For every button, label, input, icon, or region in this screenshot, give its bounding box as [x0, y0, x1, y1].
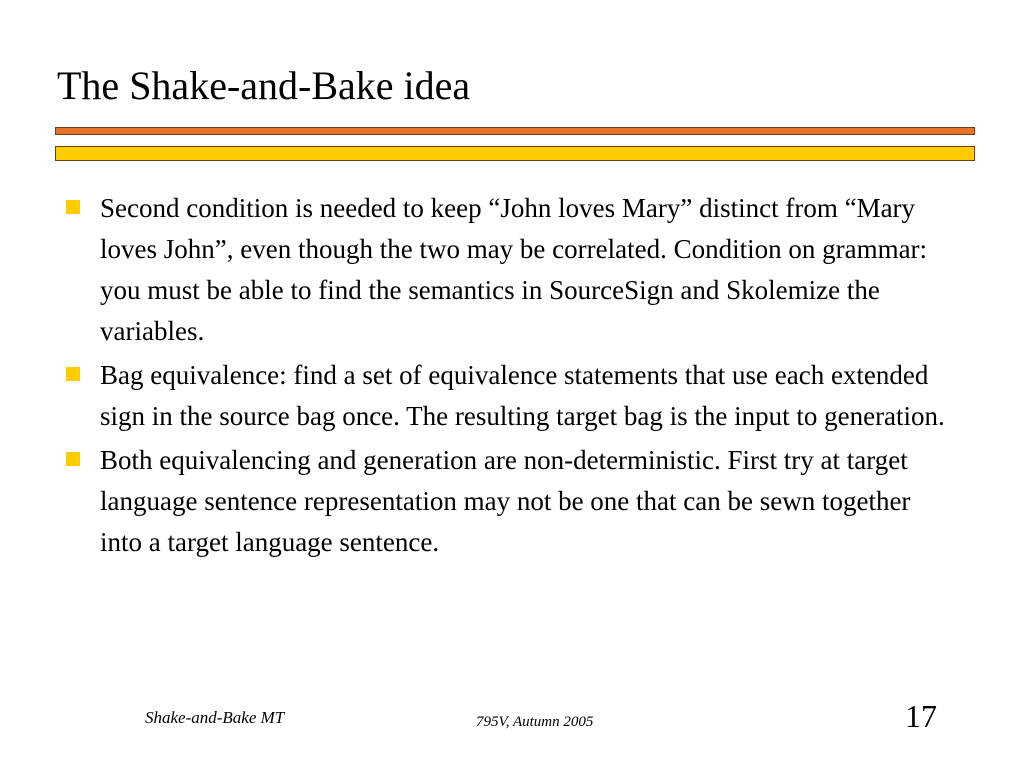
slide-title: The Shake-and-Bake idea	[57, 63, 471, 108]
title-rule-bottom	[55, 146, 975, 161]
bullet-text: Second condition is needed to keep “John loves Mary” distinct from “Mary loves John”, even though the two may be correlated. Condition on grammar: you must be able to find the semantics in SourceSign and Skolemize the variables.	[100, 193, 928, 346]
footer-course: 795V, Autumn 2005	[476, 714, 594, 730]
bullet-text: Both equivalencing and generation are non-deterministic. First try at target language sentence representation may not be one that can be sewn together into a target language sentence.	[100, 445, 911, 557]
footer-title: Shake-and-Bake MT	[145, 708, 285, 727]
bullet-item	[66, 355, 956, 437]
bullet-list	[66, 188, 956, 566]
title-rule-top	[55, 127, 975, 135]
bullet-item	[66, 188, 956, 352]
square-bullet-icon	[66, 200, 80, 214]
square-bullet-icon	[66, 452, 80, 466]
bullet-item	[66, 440, 956, 563]
bullet-text: Bag equivalence: find a set of equivalence statements that use each extended sign in the source bag once. The resulting target bag is the input to generation.	[100, 360, 945, 431]
page-number: 17	[905, 698, 937, 734]
square-bullet-icon	[66, 367, 80, 381]
